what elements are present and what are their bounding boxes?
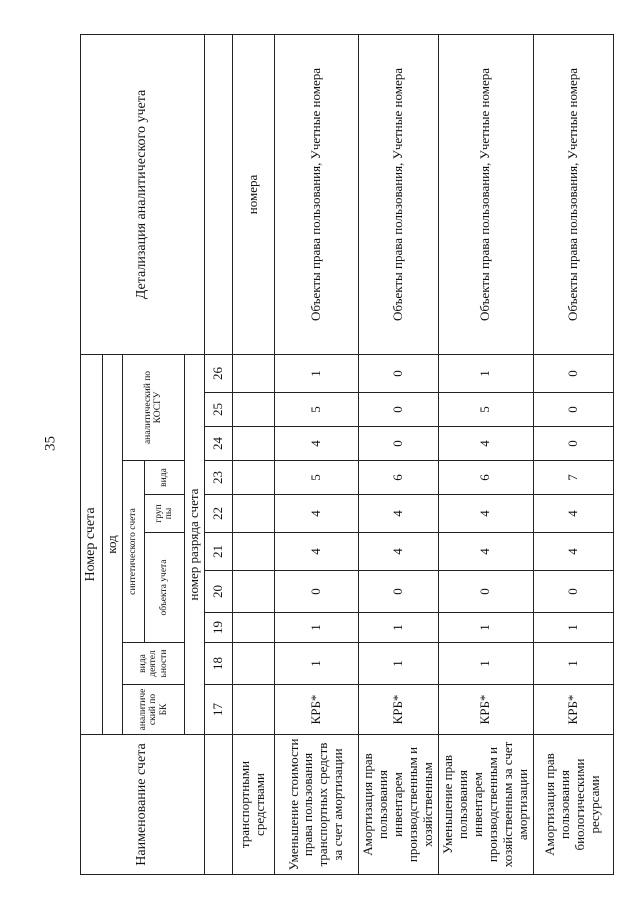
cell-22: 4 bbox=[533, 495, 613, 533]
cell-24: 0 bbox=[533, 427, 613, 461]
cell-17: КРБ* bbox=[358, 685, 438, 735]
table-row bbox=[533, 34, 613, 874]
cell-22: 4 bbox=[274, 495, 358, 533]
cell-23: 6 bbox=[438, 461, 533, 495]
digit-empty-cell bbox=[204, 34, 232, 354]
cell-24: 4 bbox=[274, 427, 358, 461]
cell-20: 0 bbox=[438, 571, 533, 613]
cell-21: 4 bbox=[274, 533, 358, 571]
digit-22: 22 bbox=[204, 495, 232, 533]
row-name: Амортизация прав пользования инвентарем производственным и хозяйственным bbox=[358, 735, 438, 875]
cell-21: 4 bbox=[438, 533, 533, 571]
cell-21 bbox=[232, 533, 274, 571]
cell-18: 1 bbox=[274, 643, 358, 685]
row-detail: Объекты права пользования, Учетные номера bbox=[438, 34, 533, 354]
cell-25: 5 bbox=[438, 393, 533, 427]
row-detail: Объекты права пользования, Учетные номера bbox=[358, 34, 438, 354]
cell-19: 1 bbox=[358, 613, 438, 643]
cell-26: 1 bbox=[438, 354, 533, 392]
cell-17 bbox=[232, 685, 274, 735]
cell-19: 1 bbox=[438, 613, 533, 643]
header-kind: вида bbox=[144, 461, 184, 495]
digit-24: 24 bbox=[204, 427, 232, 461]
cell-26 bbox=[232, 354, 274, 392]
cell-26: 0 bbox=[533, 354, 613, 392]
cell-25: 5 bbox=[274, 393, 358, 427]
digit-empty-cell bbox=[204, 735, 232, 875]
cell-25: 0 bbox=[533, 393, 613, 427]
cell-23: 7 bbox=[533, 461, 613, 495]
cell-17: КРБ* bbox=[533, 685, 613, 735]
digit-19: 19 bbox=[204, 613, 232, 643]
header-group: груп пы bbox=[144, 495, 184, 533]
cell-18 bbox=[232, 643, 274, 685]
header-account-number: Номер счета bbox=[81, 354, 103, 734]
header-account-name: Наименование счета bbox=[81, 735, 205, 875]
cell-20: 0 bbox=[274, 571, 358, 613]
cell-17: КРБ* bbox=[438, 685, 533, 735]
header-synthetic: синтетического счета bbox=[122, 461, 144, 643]
digit-21: 21 bbox=[204, 533, 232, 571]
cell-23: 5 bbox=[274, 461, 358, 495]
cell-24 bbox=[232, 427, 274, 461]
cell-26: 1 bbox=[274, 354, 358, 392]
page-number: 35 bbox=[42, 436, 59, 451]
cell-20: 0 bbox=[358, 571, 438, 613]
header-analytic-kosgu: аналитический по КОСГУ bbox=[122, 354, 184, 460]
cell-18: 1 bbox=[358, 643, 438, 685]
row-detail: номера bbox=[232, 34, 274, 354]
header-account-object: объекта учета bbox=[144, 533, 184, 643]
row-name: транспортными средствами bbox=[232, 735, 274, 875]
header-code: код bbox=[103, 354, 123, 734]
row-name: Амортизация прав пользования биологическими ресурсами bbox=[533, 735, 613, 875]
cell-19: 1 bbox=[274, 613, 358, 643]
cell-23 bbox=[232, 461, 274, 495]
cell-17: КРБ* bbox=[274, 685, 358, 735]
table-row bbox=[438, 34, 533, 874]
header-detail: Детализация аналитического учета bbox=[81, 34, 205, 354]
cell-20: 0 bbox=[533, 571, 613, 613]
cell-22: 4 bbox=[438, 495, 533, 533]
accounts-table bbox=[80, 34, 614, 875]
table-row bbox=[232, 34, 274, 874]
cell-23: 6 bbox=[358, 461, 438, 495]
cell-26: 0 bbox=[358, 354, 438, 392]
cell-19: 1 bbox=[533, 613, 613, 643]
cell-22: 4 bbox=[358, 495, 438, 533]
cell-21: 4 bbox=[533, 533, 613, 571]
digit-26: 26 bbox=[204, 354, 232, 392]
digit-23: 23 bbox=[204, 461, 232, 495]
digit-25: 25 bbox=[204, 393, 232, 427]
cell-19 bbox=[232, 613, 274, 643]
digit-20: 20 bbox=[204, 571, 232, 613]
cell-25: 0 bbox=[358, 393, 438, 427]
digit-17: 17 bbox=[204, 685, 232, 735]
digit-18: 18 bbox=[204, 643, 232, 685]
row-name: Уменьшение стоимости права пользования транспортных средств за счет амортизации bbox=[274, 735, 358, 875]
table-row bbox=[358, 34, 438, 874]
cell-18: 1 bbox=[533, 643, 613, 685]
row-name: Уменьшение прав пользования инвентарем производственным и хозяйственным за счет амортизации bbox=[438, 735, 533, 875]
header-activity-type: вида деятел ьности bbox=[122, 643, 184, 685]
cell-20 bbox=[232, 571, 274, 613]
row-detail: Объекты права пользования, Учетные номера bbox=[533, 34, 613, 354]
cell-18: 1 bbox=[438, 643, 533, 685]
header-digit-number: номер разряда счета bbox=[184, 354, 204, 734]
rotated-table-container bbox=[80, 35, 600, 875]
cell-21: 4 bbox=[358, 533, 438, 571]
cell-24: 0 bbox=[358, 427, 438, 461]
header-analytic-bk: аналитиче ский по БК bbox=[122, 685, 184, 735]
cell-22 bbox=[232, 495, 274, 533]
row-detail: Объекты права пользования, Учетные номера bbox=[274, 34, 358, 354]
table-row bbox=[274, 34, 358, 874]
cell-25 bbox=[232, 393, 274, 427]
cell-24: 4 bbox=[438, 427, 533, 461]
